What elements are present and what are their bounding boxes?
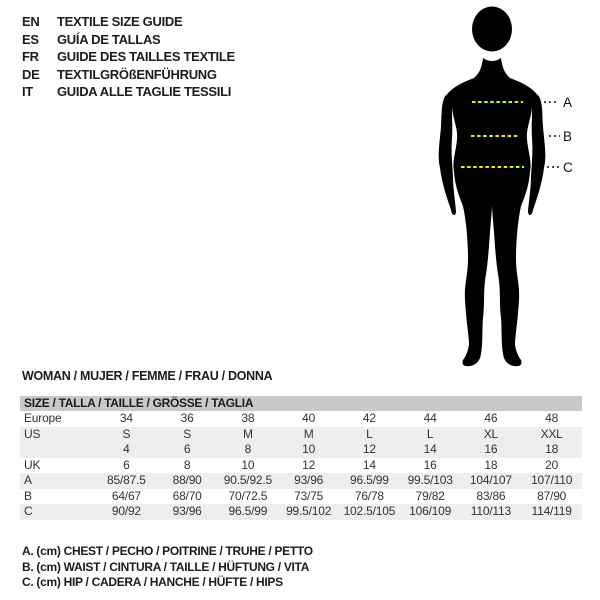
table-row-cells: [96, 442, 582, 458]
table-row: [20, 489, 582, 505]
table-cell: 99.5/102: [286, 504, 332, 518]
table-cell: 18: [545, 442, 559, 456]
language-code: IT: [22, 84, 33, 100]
table-cell: 6: [123, 457, 130, 472]
table-cell: 38: [241, 411, 255, 425]
table-cell: 4: [123, 442, 130, 456]
table-cell: L: [366, 426, 373, 441]
marker-label-b: B: [563, 129, 573, 144]
language-list: [22, 13, 235, 101]
table-cell: 96.5/99: [350, 473, 389, 487]
size-table-body: [20, 411, 582, 520]
table-row: [20, 473, 582, 489]
table-cell: 44: [423, 411, 437, 425]
table-row-cells: [96, 427, 582, 443]
language-row: [22, 83, 235, 101]
language-code: ES: [22, 31, 39, 47]
measurement-legend: [22, 544, 313, 591]
table-cell: 79/82: [415, 488, 445, 503]
table-row-label: C: [24, 504, 33, 518]
table-cell: 46: [484, 411, 498, 425]
marker-label-c: C: [563, 160, 573, 175]
head-shape: [472, 7, 512, 52]
language-code: EN: [22, 14, 40, 29]
table-cell: 20: [545, 457, 559, 472]
table-cell: 73/75: [294, 488, 324, 503]
table-cell: 42: [362, 411, 376, 425]
size-table: [20, 396, 582, 520]
table-cell: 40: [302, 411, 316, 425]
table-row-label: [20, 442, 96, 458]
table-row-cells: [96, 458, 582, 474]
table-row: [20, 411, 582, 427]
language-label: TEXTILGRÖßENFÜHRUNG: [57, 66, 217, 82]
language-label: TEXTILE SIZE GUIDE: [57, 14, 183, 29]
table-cell: S: [122, 426, 131, 441]
table-cell: 90.5/92.5: [223, 473, 272, 487]
language-label: GUIDA ALLE TAGLIE TESSILI: [57, 84, 232, 100]
table-cell: 8: [244, 442, 252, 456]
table-cell: 68/70: [172, 488, 202, 503]
table-cell: 12: [362, 442, 376, 456]
woman-silhouette-figure: [430, 0, 600, 375]
table-cell: S: [183, 426, 192, 441]
table-cell: 102.5/105: [343, 504, 396, 518]
table-row: [20, 458, 582, 474]
language-row: [22, 48, 235, 66]
table-row-label: Europe: [24, 411, 62, 425]
language-row: [22, 66, 235, 84]
table-cell: 90/92: [111, 504, 141, 518]
section-title: WOMAN / MUJER / FEMME / FRAU / DONNA: [22, 369, 273, 383]
table-cell: 85/87.5: [107, 473, 146, 487]
table-cell: 16: [423, 457, 437, 472]
table-cell: 10: [241, 457, 255, 472]
language-code: DE: [22, 66, 40, 82]
table-cell: XXL: [540, 426, 563, 441]
body-shape: [446, 58, 538, 366]
table-cell: 96.5/99: [228, 504, 268, 518]
table-row-cells: [96, 411, 582, 427]
legend-row: A. (cm) CHEST / PECHO / POITRINE / TRUHE / PETTO: [22, 544, 313, 558]
table-row: [20, 442, 582, 458]
table-row-cells: [96, 473, 582, 489]
table-cell: 83/86: [476, 488, 506, 503]
table-cell: 104/107: [469, 473, 512, 487]
table-cell: 36: [180, 411, 194, 425]
table-cell: 76/78: [354, 488, 384, 503]
language-row: [22, 13, 235, 31]
language-row: [22, 31, 235, 49]
table-row-label: UK: [24, 457, 41, 472]
size-table-header: SIZE / TALLA / TAILLE / GRÖSSE / TAGLIA: [20, 396, 582, 411]
table-cell: 87/90: [537, 488, 567, 503]
language-code: FR: [22, 49, 39, 65]
table-cell: 6: [183, 442, 191, 456]
table-cell: 14: [423, 442, 437, 456]
table-row-label: US: [24, 426, 41, 441]
table-cell: 16: [484, 442, 498, 456]
table-cell: 64/67: [111, 488, 141, 503]
table-cell: XL: [483, 426, 499, 441]
marker-label-a: A: [563, 95, 573, 110]
table-cell: L: [426, 426, 434, 441]
language-label: GUIDE DES TAILLES TEXTILE: [57, 49, 235, 65]
table-cell: 70/72.5: [228, 488, 268, 503]
table-cell: 48: [545, 411, 559, 425]
table-cell: 10: [302, 442, 316, 456]
table-row-label: A: [24, 473, 32, 487]
legend-row: C. (cm) HIP / CADERA / HANCHE / HÜFTE / HIPS: [22, 575, 283, 589]
table-cell: 88/90: [172, 473, 202, 487]
table-cell: 93/96: [172, 504, 202, 518]
table-cell: 14: [362, 457, 376, 472]
table-row: [20, 504, 582, 520]
table-cell: 99.5/103: [407, 473, 453, 487]
table-cell: 107/110: [531, 473, 573, 487]
table-row-cells: [96, 489, 582, 505]
table-row: [20, 427, 582, 443]
table-cell: 110/113: [470, 504, 511, 518]
table-cell: 93/96: [294, 473, 324, 487]
table-cell: 114/119: [531, 504, 572, 518]
table-cell: 106/109: [409, 504, 452, 518]
table-cell: 8: [183, 457, 191, 472]
language-label: GUÍA DE TALLAS: [57, 31, 161, 47]
table-cell: 12: [302, 457, 316, 472]
table-cell: 34: [119, 411, 133, 425]
table-row-cells: [96, 504, 582, 520]
legend-row: B. (cm) WAIST / CINTURA / TAILLE / HÜFTUNG / VITA: [22, 559, 310, 574]
table-cell: M: [242, 426, 253, 441]
table-cell: M: [303, 426, 314, 441]
woman-silhouette: [439, 7, 546, 367]
table-cell: 18: [484, 457, 498, 472]
table-row-label: B: [24, 488, 32, 503]
